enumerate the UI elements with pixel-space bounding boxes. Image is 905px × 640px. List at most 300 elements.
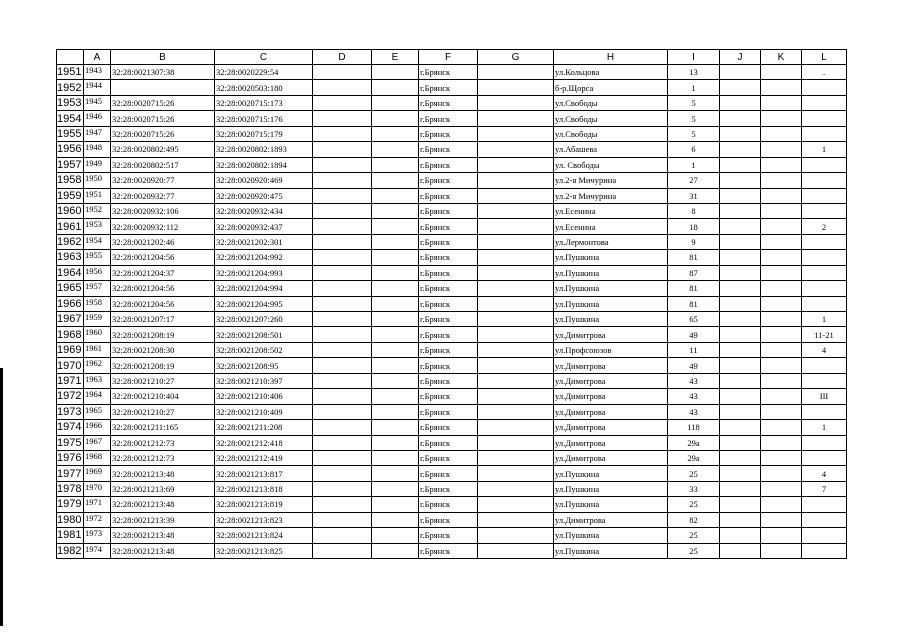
cell-a[interactable]: 1961 (84, 342, 111, 357)
cell-b[interactable]: 32:28:0021208:19 (111, 358, 215, 373)
cell-k[interactable] (761, 65, 802, 80)
cell-e[interactable] (372, 173, 419, 188)
cell-d[interactable] (313, 65, 372, 80)
cell-j[interactable] (720, 466, 761, 481)
cell-c[interactable]: 32:28:0020920:475 (215, 188, 313, 203)
column-header-k[interactable]: K (761, 50, 802, 65)
cell-a[interactable]: 1962 (84, 358, 111, 373)
cell-c[interactable]: 32:28:0021213:824 (215, 528, 313, 543)
cell-e[interactable] (372, 203, 419, 218)
cell-b[interactable]: 32:28:0020715:26 (111, 111, 215, 126)
cell-c[interactable]: 32:28:0021204:993 (215, 265, 313, 280)
cell-i[interactable]: 5 (668, 95, 720, 110)
cell-i[interactable]: 81 (668, 296, 720, 311)
row-number[interactable]: 1953 (57, 95, 84, 110)
cell-b[interactable]: 32:28:0021213:48 (111, 543, 215, 558)
cell-j[interactable] (720, 404, 761, 419)
cell-j[interactable] (720, 435, 761, 450)
cell-e[interactable] (372, 265, 419, 280)
cell-b[interactable]: 32:28:0021204:56 (111, 281, 215, 296)
cell-j[interactable] (720, 312, 761, 327)
cell-g[interactable] (478, 281, 554, 296)
cell-b[interactable]: 32:28:0021213:48 (111, 497, 215, 512)
cell-e[interactable] (372, 358, 419, 373)
cell-a[interactable]: 1948 (84, 142, 111, 157)
cell-a[interactable]: 1955 (84, 250, 111, 265)
cell-b[interactable]: 32:28:0020715:26 (111, 126, 215, 141)
cell-l[interactable]: 7 (802, 481, 847, 496)
cell-d[interactable] (313, 250, 372, 265)
cell-a[interactable]: 1950 (84, 173, 111, 188)
cell-b[interactable]: 32:28:0021213:48 (111, 528, 215, 543)
cell-l[interactable] (802, 497, 847, 512)
cell-i[interactable]: 25 (668, 466, 720, 481)
corner-cell[interactable] (57, 50, 84, 65)
row-number[interactable]: 1952 (57, 80, 84, 95)
cell-h[interactable]: ул.Пушкина (554, 296, 668, 311)
cell-g[interactable] (478, 420, 554, 435)
cell-e[interactable] (372, 497, 419, 512)
cell-a[interactable]: 1957 (84, 281, 111, 296)
cell-h[interactable]: ул.Свободы (554, 95, 668, 110)
cell-k[interactable] (761, 528, 802, 543)
cell-f[interactable]: г.Брянск (419, 404, 478, 419)
cell-h[interactable]: ул.Свободы (554, 126, 668, 141)
cell-l[interactable] (802, 404, 847, 419)
cell-g[interactable] (478, 327, 554, 342)
cell-k[interactable] (761, 342, 802, 357)
cell-b[interactable]: 32:28:0020932:106 (111, 203, 215, 218)
cell-i[interactable]: 8 (668, 203, 720, 218)
cell-l[interactable]: . (802, 65, 847, 80)
cell-f[interactable]: г.Брянск (419, 373, 478, 388)
cell-c[interactable]: 32:28:0021211:208 (215, 420, 313, 435)
cell-e[interactable] (372, 466, 419, 481)
cell-h[interactable]: ул.Димитрова (554, 373, 668, 388)
cell-b[interactable]: 32:28:0020802:517 (111, 157, 215, 172)
cell-j[interactable] (720, 543, 761, 558)
cell-g[interactable] (478, 466, 554, 481)
cell-d[interactable] (313, 327, 372, 342)
cell-k[interactable] (761, 543, 802, 558)
cell-e[interactable] (372, 327, 419, 342)
cell-e[interactable] (372, 543, 419, 558)
cell-g[interactable] (478, 142, 554, 157)
cell-j[interactable] (720, 234, 761, 249)
cell-f[interactable]: г.Брянск (419, 543, 478, 558)
cell-i[interactable]: 118 (668, 420, 720, 435)
cell-h[interactable]: ул.Димитрова (554, 450, 668, 465)
row-number[interactable]: 1958 (57, 173, 84, 188)
cell-g[interactable] (478, 404, 554, 419)
cell-e[interactable] (372, 312, 419, 327)
cell-c[interactable]: 32:28:0021204:994 (215, 281, 313, 296)
cell-i[interactable]: 29а (668, 450, 720, 465)
cell-d[interactable] (313, 358, 372, 373)
cell-c[interactable]: 32:28:0020229:54 (215, 65, 313, 80)
cell-c[interactable]: 32:28:0021210:406 (215, 389, 313, 404)
cell-c[interactable]: 32:28:0020932:437 (215, 219, 313, 234)
row-number[interactable]: 1975 (57, 435, 84, 450)
cell-c[interactable]: 32:28:0020715:176 (215, 111, 313, 126)
cell-d[interactable] (313, 95, 372, 110)
cell-i[interactable]: 43 (668, 404, 720, 419)
cell-c[interactable]: 32:28:0021207:260 (215, 312, 313, 327)
cell-b[interactable] (111, 80, 215, 95)
cell-h[interactable]: ул.2-я Мичурина (554, 173, 668, 188)
cell-k[interactable] (761, 312, 802, 327)
cell-i[interactable]: 9 (668, 234, 720, 249)
cell-g[interactable] (478, 296, 554, 311)
cell-l[interactable] (802, 95, 847, 110)
row-number[interactable]: 1965 (57, 281, 84, 296)
cell-f[interactable]: г.Брянск (419, 435, 478, 450)
cell-d[interactable] (313, 420, 372, 435)
cell-h[interactable]: ул.Пушкина (554, 312, 668, 327)
row-number[interactable]: 1979 (57, 497, 84, 512)
cell-i[interactable]: 13 (668, 65, 720, 80)
cell-l[interactable] (802, 126, 847, 141)
row-number[interactable]: 1978 (57, 481, 84, 496)
row-number[interactable]: 1961 (57, 219, 84, 234)
row-number[interactable]: 1970 (57, 358, 84, 373)
cell-d[interactable] (313, 188, 372, 203)
cell-i[interactable]: 82 (668, 512, 720, 527)
cell-a[interactable]: 1972 (84, 512, 111, 527)
cell-c[interactable]: 32:28:0021213:817 (215, 466, 313, 481)
cell-b[interactable]: 32:28:0021212:73 (111, 450, 215, 465)
cell-k[interactable] (761, 80, 802, 95)
cell-i[interactable]: 81 (668, 250, 720, 265)
cell-i[interactable]: 49 (668, 327, 720, 342)
cell-k[interactable] (761, 157, 802, 172)
cell-b[interactable]: 32:28:0021208:19 (111, 327, 215, 342)
cell-b[interactable]: 32:28:0021307:38 (111, 65, 215, 80)
cell-h[interactable]: ул.Димитрова (554, 389, 668, 404)
cell-f[interactable]: г.Брянск (419, 111, 478, 126)
cell-j[interactable] (720, 420, 761, 435)
cell-g[interactable] (478, 312, 554, 327)
cell-k[interactable] (761, 327, 802, 342)
cell-i[interactable]: 31 (668, 188, 720, 203)
cell-h[interactable]: ул.Лермонтова (554, 234, 668, 249)
cell-j[interactable] (720, 95, 761, 110)
cell-b[interactable]: 32:28:0021204:56 (111, 296, 215, 311)
cell-g[interactable] (478, 65, 554, 80)
cell-f[interactable]: г.Брянск (419, 420, 478, 435)
cell-h[interactable]: ул.Кольцова (554, 65, 668, 80)
cell-c[interactable]: 32:28:0021208:502 (215, 342, 313, 357)
cell-e[interactable] (372, 65, 419, 80)
cell-g[interactable] (478, 80, 554, 95)
cell-b[interactable]: 32:28:0020715:26 (111, 95, 215, 110)
cell-j[interactable] (720, 142, 761, 157)
cell-d[interactable] (313, 450, 372, 465)
cell-j[interactable] (720, 481, 761, 496)
cell-a[interactable]: 1945 (84, 95, 111, 110)
cell-l[interactable] (802, 265, 847, 280)
cell-f[interactable]: г.Брянск (419, 173, 478, 188)
cell-h[interactable]: ул.Есенина (554, 219, 668, 234)
cell-h[interactable]: ул.Свободы (554, 111, 668, 126)
cell-f[interactable]: г.Брянск (419, 219, 478, 234)
cell-a[interactable]: 1951 (84, 188, 111, 203)
cell-b[interactable]: 32:28:0021210:27 (111, 373, 215, 388)
row-number[interactable]: 1977 (57, 466, 84, 481)
cell-j[interactable] (720, 281, 761, 296)
cell-b[interactable]: 32:28:0021213:39 (111, 512, 215, 527)
cell-e[interactable] (372, 157, 419, 172)
cell-a[interactable]: 1960 (84, 327, 111, 342)
cell-d[interactable] (313, 142, 372, 157)
cell-h[interactable]: ул.Пушкина (554, 497, 668, 512)
cell-g[interactable] (478, 435, 554, 450)
column-header-c[interactable]: C (215, 50, 313, 65)
cell-k[interactable] (761, 373, 802, 388)
cell-f[interactable]: г.Брянск (419, 296, 478, 311)
cell-d[interactable] (313, 157, 372, 172)
cell-e[interactable] (372, 188, 419, 203)
cell-f[interactable]: г.Брянск (419, 466, 478, 481)
row-number[interactable]: 1954 (57, 111, 84, 126)
cell-a[interactable]: 1964 (84, 389, 111, 404)
cell-l[interactable]: 4 (802, 342, 847, 357)
cell-d[interactable] (313, 234, 372, 249)
cell-a[interactable]: 1958 (84, 296, 111, 311)
cell-i[interactable]: 87 (668, 265, 720, 280)
cell-k[interactable] (761, 250, 802, 265)
cell-c[interactable]: 32:28:0021204:992 (215, 250, 313, 265)
cell-j[interactable] (720, 389, 761, 404)
cell-f[interactable]: г.Брянск (419, 250, 478, 265)
cell-i[interactable]: 29а (668, 435, 720, 450)
cell-a[interactable]: 1973 (84, 528, 111, 543)
cell-e[interactable] (372, 512, 419, 527)
cell-l[interactable] (802, 528, 847, 543)
cell-b[interactable]: 32:28:0021213:69 (111, 481, 215, 496)
cell-l[interactable]: III (802, 389, 847, 404)
cell-k[interactable] (761, 188, 802, 203)
cell-l[interactable] (802, 543, 847, 558)
cell-k[interactable] (761, 296, 802, 311)
cell-e[interactable] (372, 234, 419, 249)
cell-g[interactable] (478, 250, 554, 265)
cell-l[interactable] (802, 296, 847, 311)
cell-a[interactable]: 1974 (84, 543, 111, 558)
cell-e[interactable] (372, 142, 419, 157)
cell-b[interactable]: 32:28:0021210:27 (111, 404, 215, 419)
cell-b[interactable]: 32:28:0021211:165 (111, 420, 215, 435)
cell-g[interactable] (478, 234, 554, 249)
cell-d[interactable] (313, 281, 372, 296)
cell-i[interactable]: 33 (668, 481, 720, 496)
row-number[interactable]: 1969 (57, 342, 84, 357)
cell-e[interactable] (372, 95, 419, 110)
cell-c[interactable]: 32:28:0020920:469 (215, 173, 313, 188)
cell-d[interactable] (313, 342, 372, 357)
cell-h[interactable]: ул.Абашева (554, 142, 668, 157)
cell-a[interactable]: 1946 (84, 111, 111, 126)
cell-i[interactable]: 18 (668, 219, 720, 234)
cell-d[interactable] (313, 111, 372, 126)
cell-h[interactable]: ул.Пушкина (554, 466, 668, 481)
cell-j[interactable] (720, 188, 761, 203)
cell-l[interactable]: 4 (802, 466, 847, 481)
cell-d[interactable] (313, 543, 372, 558)
cell-l[interactable] (802, 188, 847, 203)
cell-d[interactable] (313, 203, 372, 218)
cell-f[interactable]: г.Брянск (419, 65, 478, 80)
cell-g[interactable] (478, 95, 554, 110)
cell-h[interactable]: ул.Пушкина (554, 250, 668, 265)
cell-f[interactable]: г.Брянск (419, 80, 478, 95)
cell-k[interactable] (761, 497, 802, 512)
cell-g[interactable] (478, 203, 554, 218)
cell-f[interactable]: г.Брянск (419, 265, 478, 280)
cell-i[interactable]: 81 (668, 281, 720, 296)
cell-f[interactable]: г.Брянск (419, 312, 478, 327)
cell-i[interactable]: 1 (668, 157, 720, 172)
cell-f[interactable]: г.Брянск (419, 157, 478, 172)
row-number[interactable]: 1982 (57, 543, 84, 558)
cell-a[interactable]: 1970 (84, 481, 111, 496)
cell-l[interactable]: 11-21 (802, 327, 847, 342)
cell-g[interactable] (478, 528, 554, 543)
cell-j[interactable] (720, 296, 761, 311)
cell-l[interactable] (802, 250, 847, 265)
cell-l[interactable] (802, 373, 847, 388)
column-header-g[interactable]: G (478, 50, 554, 65)
cell-f[interactable]: г.Брянск (419, 450, 478, 465)
cell-a[interactable]: 1966 (84, 420, 111, 435)
cell-h[interactable]: ул.Пушкина (554, 528, 668, 543)
cell-d[interactable] (313, 80, 372, 95)
cell-d[interactable] (313, 219, 372, 234)
cell-e[interactable] (372, 450, 419, 465)
cell-l[interactable] (802, 358, 847, 373)
row-number[interactable]: 1971 (57, 373, 84, 388)
cell-c[interactable]: 32:28:0020715:173 (215, 95, 313, 110)
cell-i[interactable]: 43 (668, 373, 720, 388)
cell-a[interactable]: 1959 (84, 312, 111, 327)
cell-c[interactable]: 32:28:0020503:180 (215, 80, 313, 95)
cell-a[interactable]: 1956 (84, 265, 111, 280)
cell-h[interactable]: б-р.Щорса (554, 80, 668, 95)
cell-g[interactable] (478, 512, 554, 527)
cell-d[interactable] (313, 312, 372, 327)
cell-l[interactable] (802, 157, 847, 172)
cell-f[interactable]: г.Брянск (419, 528, 478, 543)
cell-b[interactable]: 32:28:0020802:495 (111, 142, 215, 157)
cell-k[interactable] (761, 219, 802, 234)
cell-l[interactable] (802, 203, 847, 218)
cell-b[interactable]: 32:28:0021208:30 (111, 342, 215, 357)
cell-a[interactable]: 1953 (84, 219, 111, 234)
cell-k[interactable] (761, 234, 802, 249)
cell-c[interactable]: 32:28:0021212:419 (215, 450, 313, 465)
cell-e[interactable] (372, 404, 419, 419)
cell-h[interactable]: ул.Пушкина (554, 543, 668, 558)
cell-f[interactable]: г.Брянск (419, 234, 478, 249)
cell-b[interactable]: 32:28:0020932:112 (111, 219, 215, 234)
row-number[interactable]: 1968 (57, 327, 84, 342)
cell-k[interactable] (761, 389, 802, 404)
row-number[interactable]: 1962 (57, 234, 84, 249)
cell-l[interactable]: 2 (802, 219, 847, 234)
cell-e[interactable] (372, 342, 419, 357)
cell-f[interactable]: г.Брянск (419, 327, 478, 342)
row-number[interactable]: 1956 (57, 142, 84, 157)
cell-c[interactable]: 32:28:0020802:1894 (215, 157, 313, 172)
cell-h[interactable]: ул.Есенина (554, 203, 668, 218)
cell-g[interactable] (478, 188, 554, 203)
column-header-f[interactable]: F (419, 50, 478, 65)
cell-b[interactable]: 32:28:0021204:56 (111, 250, 215, 265)
cell-k[interactable] (761, 512, 802, 527)
cell-j[interactable] (720, 111, 761, 126)
cell-g[interactable] (478, 126, 554, 141)
row-number[interactable]: 1966 (57, 296, 84, 311)
row-number[interactable]: 1972 (57, 389, 84, 404)
cell-c[interactable]: 32:28:0020932:434 (215, 203, 313, 218)
cell-k[interactable] (761, 358, 802, 373)
cell-h[interactable]: ул.Димитрова (554, 327, 668, 342)
cell-j[interactable] (720, 528, 761, 543)
cell-g[interactable] (478, 481, 554, 496)
cell-j[interactable] (720, 173, 761, 188)
cell-e[interactable] (372, 126, 419, 141)
row-number[interactable]: 1964 (57, 265, 84, 280)
cell-j[interactable] (720, 65, 761, 80)
cell-l[interactable] (802, 435, 847, 450)
cell-e[interactable] (372, 435, 419, 450)
cell-e[interactable] (372, 481, 419, 496)
cell-d[interactable] (313, 126, 372, 141)
cell-k[interactable] (761, 281, 802, 296)
cell-i[interactable]: 11 (668, 342, 720, 357)
cell-a[interactable]: 1968 (84, 450, 111, 465)
cell-d[interactable] (313, 466, 372, 481)
cell-k[interactable] (761, 203, 802, 218)
cell-c[interactable]: 32:28:0021212:418 (215, 435, 313, 450)
cell-e[interactable] (372, 80, 419, 95)
cell-i[interactable]: 25 (668, 528, 720, 543)
cell-a[interactable]: 1971 (84, 497, 111, 512)
cell-f[interactable]: г.Брянск (419, 203, 478, 218)
cell-k[interactable] (761, 404, 802, 419)
cell-g[interactable] (478, 342, 554, 357)
cell-c[interactable]: 32:28:0021208:95 (215, 358, 313, 373)
cell-d[interactable] (313, 296, 372, 311)
cell-d[interactable] (313, 265, 372, 280)
cell-c[interactable]: 32:28:0021213:825 (215, 543, 313, 558)
cell-j[interactable] (720, 203, 761, 218)
cell-e[interactable] (372, 296, 419, 311)
cell-j[interactable] (720, 80, 761, 95)
cell-a[interactable]: 1963 (84, 373, 111, 388)
cell-h[interactable]: ул.Пушкина (554, 265, 668, 280)
cell-d[interactable] (313, 389, 372, 404)
cell-k[interactable] (761, 450, 802, 465)
cell-e[interactable] (372, 111, 419, 126)
cell-i[interactable]: 25 (668, 543, 720, 558)
cell-i[interactable]: 49 (668, 358, 720, 373)
row-number[interactable]: 1960 (57, 203, 84, 218)
column-header-i[interactable]: I (668, 50, 720, 65)
cell-k[interactable] (761, 111, 802, 126)
cell-c[interactable]: 32:28:0021213:823 (215, 512, 313, 527)
column-header-j[interactable]: J (720, 50, 761, 65)
